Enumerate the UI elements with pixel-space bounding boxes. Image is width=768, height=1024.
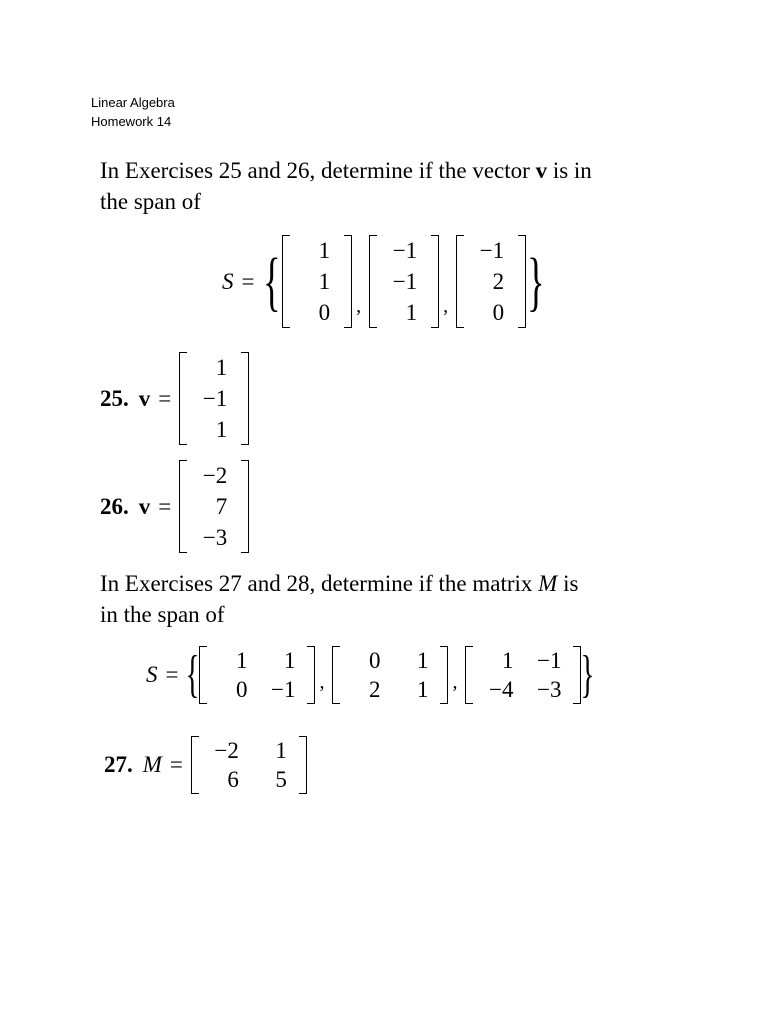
set1-comma: , — [443, 295, 449, 317]
set1-open-brace: { — [263, 244, 282, 318]
set2-open-brace: { — [186, 646, 200, 703]
set2-comma: , — [319, 671, 325, 693]
set1-equals: = — [241, 268, 255, 294]
matrix-entry: 1 — [215, 417, 228, 442]
matrix-entry: −1 — [202, 386, 228, 411]
set1-symbol: S — [222, 268, 234, 294]
set1-close-brace: } — [527, 244, 545, 318]
set2-close-brace: } — [581, 646, 595, 703]
matrix-entry: 2 — [368, 677, 381, 702]
matrix-entry: −1 — [536, 648, 562, 673]
matrix-entry: −2 — [202, 463, 228, 488]
matrix-entry: −3 — [536, 677, 562, 702]
exercise-27-matrix — [191, 736, 307, 794]
exercise-number: 25. — [100, 385, 129, 411]
set1-vector-3 — [456, 235, 526, 328]
intro2-text: In Exercises 27 and 28, determine if the matrix — [100, 571, 539, 596]
exercise-var: v — [138, 493, 151, 519]
set1-comma: , — [356, 295, 362, 317]
set-s-matrices — [146, 646, 594, 704]
exercise-26-vector — [179, 460, 249, 553]
matrix-entry: 1 — [405, 300, 418, 325]
matrix-entry: 0 — [368, 648, 381, 673]
exercise-equals: = — [158, 493, 172, 519]
intro1-text: In Exercises 25 and 26, determine if the vector — [100, 158, 536, 183]
matrix-entry: 1 — [235, 648, 248, 673]
matrix-entry: 1 — [318, 238, 331, 263]
course-title: Linear Algebra — [91, 95, 175, 110]
exercise-27 — [104, 736, 307, 794]
matrix-entry: −3 — [202, 525, 228, 550]
matrix-entry: 2 — [492, 269, 505, 294]
set2-equals: = — [165, 662, 179, 687]
exercise-equals: = — [169, 752, 183, 777]
intro2-line2: in the span of — [100, 602, 225, 627]
matrix-entry: 0 — [235, 677, 248, 702]
intro-paragraph-1 — [100, 155, 592, 217]
exercise-25 — [100, 352, 249, 445]
exercise-number: 26. — [100, 493, 129, 519]
matrix-entry: −1 — [392, 269, 418, 294]
intro-paragraph-2 — [100, 568, 578, 630]
set2-comma: , — [452, 671, 458, 693]
exercise-26 — [100, 460, 249, 553]
matrix-entry: 1 — [416, 648, 429, 673]
matrix-entry: −2 — [214, 738, 239, 763]
intro1-text-end: is in — [547, 158, 592, 183]
exercise-var: M — [142, 752, 162, 777]
matrix-entry: −4 — [488, 677, 514, 702]
assignment-title: Homework 14 — [91, 114, 172, 129]
set1-vector-1 — [282, 235, 352, 328]
intro2-text-end: is — [557, 571, 579, 596]
document-header — [91, 93, 175, 131]
matrix-entry: 1 — [215, 355, 228, 380]
matrix-entry: 5 — [275, 767, 287, 792]
set2-matrix-1 — [199, 646, 315, 704]
matrix-entry: 6 — [227, 767, 239, 792]
matrix-entry: 1 — [501, 648, 514, 673]
intro1-line2: the span of — [100, 189, 201, 214]
intro1-var: v — [535, 158, 548, 183]
set2-symbol: S — [146, 662, 158, 687]
matrix-entry: 0 — [318, 300, 331, 325]
set2-matrix-2 — [332, 646, 448, 704]
exercise-equals: = — [158, 385, 172, 411]
matrix-entry: −1 — [392, 238, 418, 263]
set1-vector-2 — [369, 235, 439, 328]
matrix-entry: 1 — [283, 648, 296, 673]
matrix-entry: −1 — [479, 238, 505, 263]
exercise-number: 27. — [104, 752, 133, 777]
exercise-var: v — [138, 385, 151, 411]
matrix-entry: −1 — [270, 677, 296, 702]
exercise-25-vector — [179, 352, 249, 445]
set-s-vectors — [222, 235, 546, 328]
matrix-entry: 0 — [492, 300, 505, 325]
set2-matrix-3 — [465, 646, 581, 704]
matrix-entry: 1 — [275, 738, 287, 763]
matrix-entry: 7 — [215, 494, 228, 519]
matrix-entry: 1 — [416, 677, 429, 702]
intro2-var: M — [538, 571, 558, 596]
matrix-entry: 1 — [318, 269, 331, 294]
